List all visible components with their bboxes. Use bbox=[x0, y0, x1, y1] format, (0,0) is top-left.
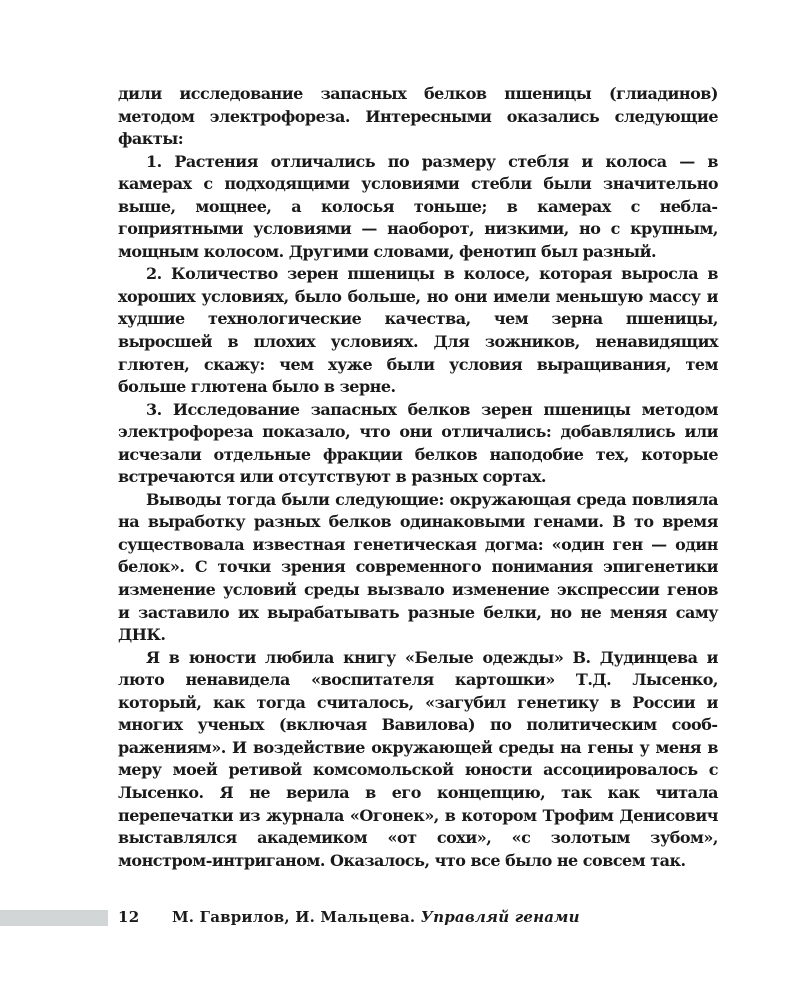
running-head-authors: М. Гаврилов, И. Мальцева. bbox=[172, 908, 416, 926]
paragraph-fact-1: 1. Растения отличались по размеру стебля и колоса — в камерах с подходящими условиями стебли были значительно выше, мощнее, а колосья тоньше; в камерах с неблагоприятными условиями — наоборот, низкими, но с крупным, мощным колосом. Другими словами, фенотип был разный. bbox=[118, 151, 718, 261]
footer-decorative-bar bbox=[0, 910, 108, 926]
paragraph-fact-2: 2. Количество зерен пшеницы в колосе, которая выросла в хороших условиях, было больше, но они имели меньшую массу и худшие технологические качества, чем зерна пшеницы, выросшей в плохих условиях. Для зожников, ненавидящих глютен, скажу: чем хуже были условия выращивания, тем больше глютена было в зерне. bbox=[118, 264, 718, 397]
body-text bbox=[118, 83, 718, 872]
running-head bbox=[172, 908, 580, 926]
paragraph-continuation: дили исследование запасных белков пшеницы (глиадинов) методом электрофореза. Интересными оказались следующие факты: bbox=[118, 84, 718, 149]
paragraph-lysenko: Я в юности любила книгу «Белые одежды» В. Дудинцева и люто ненавидела «воспитателя картошки» Т.Д. Лысенко, который, как тогда считалось, «загубил генетику в России и многих ученых (включая Вавилова) по политическим соображениям». И воздействие окружающей среды на гены у меня в меру моей ретивой комсомольской юности ассоциировалось с Лысенко. Я не верила в его концепцию, так как читала перепечатки из журнала «Огонек», в котором Трофим Денисович выставлялся академиком «от сохи», «с золотым зубом», монстром-интриганом. Оказалось, что все было не совсем так. bbox=[118, 647, 718, 870]
paragraph-fact-3: 3. Исследование запасных белков зерен пшеницы методом электрофореза показало, что они отличались: добавлялись или исчезали отдельные фракции белков наподобие тех, которые встречаются или отсутствуют в разных сортах. bbox=[118, 399, 718, 487]
paragraph-conclusions: Выводы тогда были следующие: окружающая среда повлияла на выработку разных белков одинаковыми генами. В то время существовала известная генетическая догма: «один ген — один белок». С точки зрения современного понимания эпигенетики изменение условий среды вызвало изменение экспрессии генов и заставило их вырабатывать разные белки, но не меняя саму ДНК. bbox=[118, 489, 718, 645]
running-head-book-title: Управляй генами bbox=[420, 908, 580, 926]
page-number: 12 bbox=[118, 908, 140, 926]
